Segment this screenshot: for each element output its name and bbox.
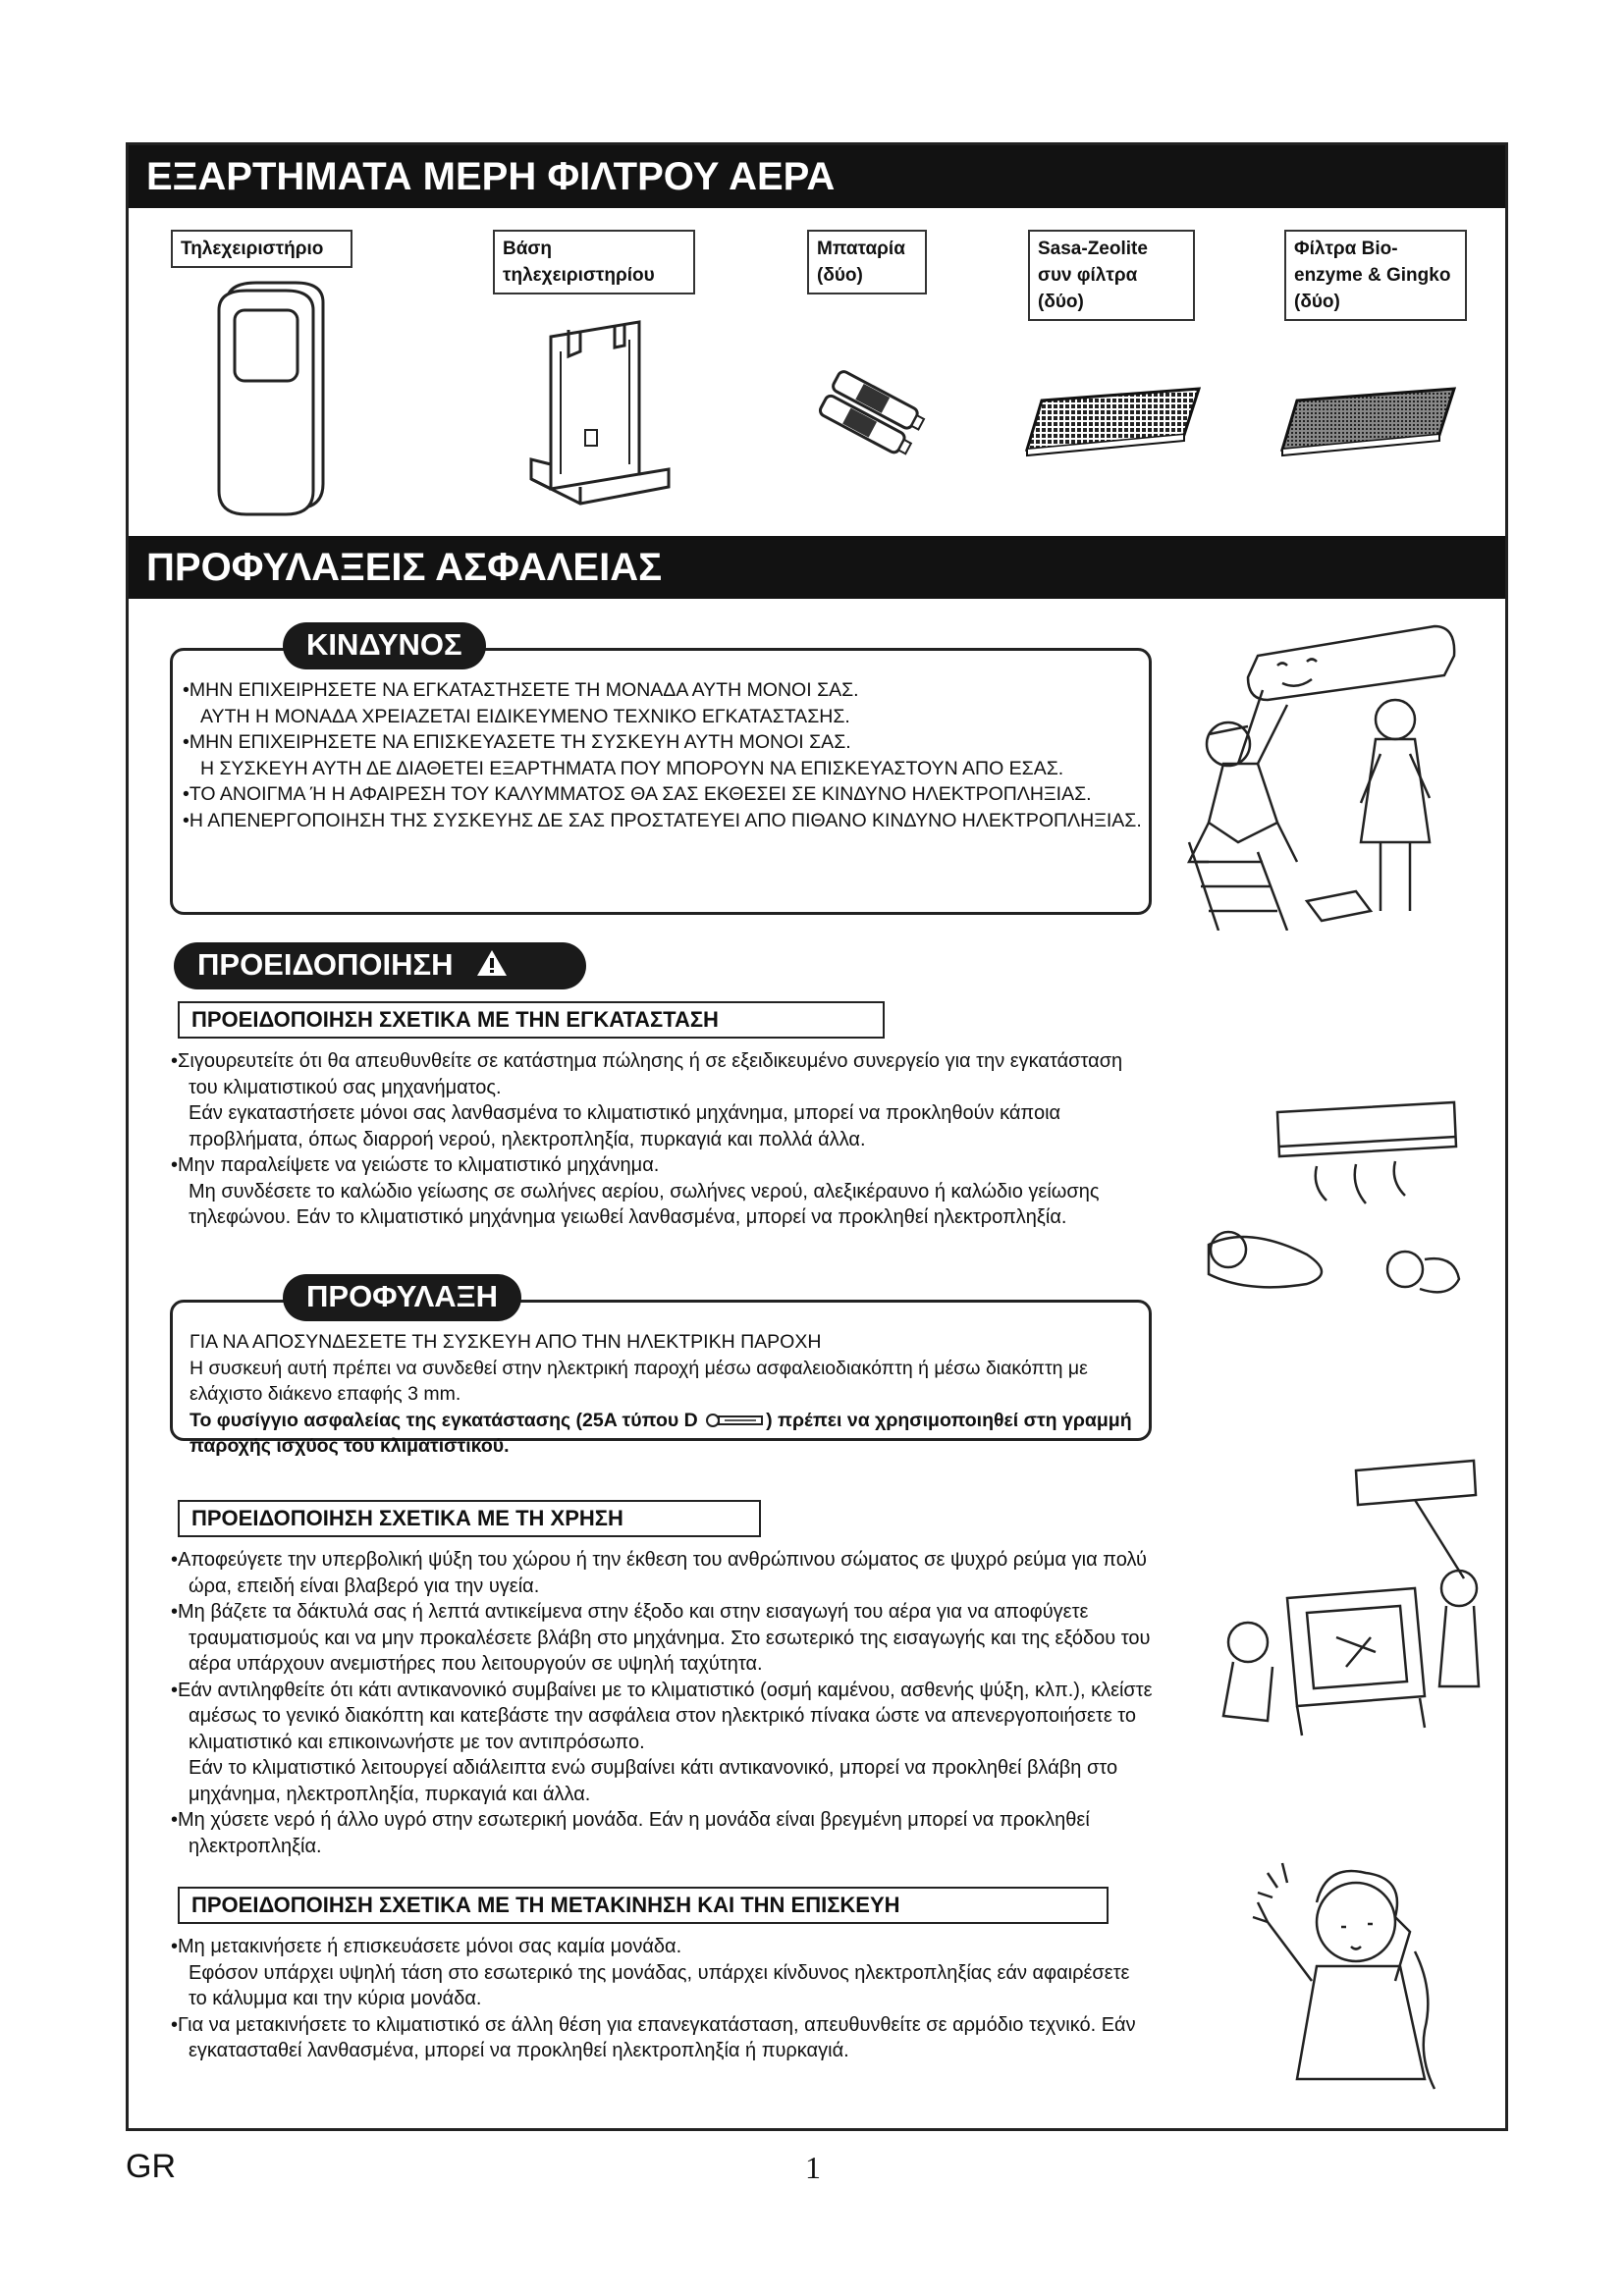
danger-text xyxy=(173,677,1145,833)
usage-item: •Εάν αντιληφθείτε ότι κάτι αντικανονικό συμβαίνει με το κλιματιστικό (οσμή καμένου, ασθενής ψύξη, κλπ.), κλείστε αμέσως το γενικό διακόπτη και κατεβάστε την ασφάλεια στον ηλεκτρικό πίνακα ώστε να απενεργοποιήσετε το κλιματιστικό και επικοινωνήστε με τον αντιπρόσωπο. xyxy=(171,1679,1153,1753)
installation-item-detail: Μη συνδέσετε το καλώδιο γείωσης σε σωλήνες αερίου, σωλήνες νερού, αλεξικέραυνο ή καλώδιο γείωσης τηλεφώνου. Εάν το κλιματιστικό μηχάνημα γειωθεί λανθασμένα, μπορεί να προκληθεί ηλεκτροπληξία. xyxy=(189,1180,1100,1228)
usage-item: •Μη χύσετε νερό ή άλλο υγρό στην εσωτερική μονάδα. Εάν η μονάδα είναι βρεγμένη μπορεί να προκληθεί ηλεκτροπληξία. xyxy=(171,1809,1090,1857)
page-number: 1 xyxy=(805,2150,821,2185)
zeolite-filter-icon xyxy=(1012,381,1209,469)
warning-label-text: ΠΡΟΕΙΔΟΠΟΙΗΣΗ xyxy=(197,947,454,982)
installation-item: •Μην παραλείψετε να γειώστε το κλιματιστικό μηχάνημα. xyxy=(171,1154,660,1176)
caution-line1: ΓΙΑ ΝΑ ΑΠΟΣΥΝΔΕΣΕΤΕ ΤΗ ΣΥΣΚΕΥΗ ΑΠΟ ΤΗΝ ΗΛΕΚΤΡΙΚΗ ΠΑΡΟΧΗ xyxy=(189,1331,822,1353)
installation-heading: ΠΡΟΕΙΔΟΠΟΙΗΣΗ ΣΧΕΤΙΚΑ ΜΕ ΤΗΝ ΕΓΚΑΤΑΣΤΑΣΗ xyxy=(178,1001,885,1039)
caution-label: ΠΡΟΦΥΛΑΞΗ xyxy=(283,1274,521,1321)
danger-item: •Η ΑΠΕΝΕΡΓΟΠΟΙΗΣΗ ΤΗΣ ΣΥΣΚΕΥΗΣ ΔΕ ΣΑΣ ΠΡΟΣΤΑΤΕΥΕΙ ΑΠΟ ΠΙΘΑΝΟ ΚΙΝΔΥΝΟ ΗΛΕΚΤΡΟΠΛΗΞΙΑΣ. xyxy=(183,809,1142,831)
woman-phone-illustration xyxy=(1238,1834,1484,2099)
accessory-label-remote: Τηλεχειριστήριο xyxy=(171,230,352,268)
footer-language: GR xyxy=(126,2148,176,2185)
relocation-item-detail: Εφόσον υπάρχει υψηλή τάση στο εσωτερικό της μονάδας, υπάρχει κίνδυνος ηλεκτροπληξίας εάν αφαιρέσετε το κάλυμμα και την κύρια μονάδα. xyxy=(189,1961,1130,2009)
remote-control-icon xyxy=(188,273,354,518)
accessory-label-holder: Βάση τηλεχειριστηρίου xyxy=(493,230,695,294)
caution-bold: Το φυσίγγιο ασφαλείας της εγκατάστασης (25A τύπου D ) πρέπει να χρησιμοποιηθεί στη γραμμή παροχής ισχύος του κλιματιστικού. xyxy=(189,1409,1132,1457)
usage-text xyxy=(161,1547,1153,1859)
accessory-label-battery: Μπαταρία (δύο) xyxy=(807,230,927,294)
bio-enzyme-filter-icon xyxy=(1268,381,1464,469)
fuse-icon xyxy=(705,1413,764,1428)
relocation-text xyxy=(161,1934,1153,2064)
installation-text xyxy=(161,1048,1153,1231)
accessory-label-bio: Φίλτρα Bio-enzyme & Gingko (δύο) xyxy=(1284,230,1467,321)
sleeping-children-illustration xyxy=(1189,1088,1484,1313)
danger-item: •ΜΗΝ ΕΠΙΧΕΙΡΗΣΕΤΕ ΝΑ ΕΓΚΑΤΑΣΤΗΣΕΤΕ ΤΗ ΜΟΝΑΔΑ ΑΥΤΗ ΜΟΝΟΙ ΣΑΣ. xyxy=(183,679,859,701)
children-tv-illustration xyxy=(1189,1441,1493,1745)
safety-title: ΠΡΟΦΥΛΑΞΕΙΣ ΑΣΦΑΛΕΙΑΣ xyxy=(129,536,1505,599)
danger-item-detail: ΑΥΤΗ Η ΜΟΝΑΔΑ ΧΡΕΙΑΖΕΤΑΙ ΕΙΔΙΚΕΥΜΕΝΟ ΤΕΧΝΙΚΟ ΕΓΚΑΤΑΣΤΑΣΗΣ. xyxy=(200,705,850,727)
usage-item: •Αποφεύγετε την υπερβολική ψύξη του χώρου ή την έκθεση του ανθρώπινου σώματος σε ψυχρό ρεύμα για πολύ ώρα, επειδή είναι βλαβερό για την υγεία. xyxy=(171,1549,1147,1597)
accessories-title: ΕΞΑΡΤΗΜΑΤΑ ΜΕΡΗ ΦΙΛΤΡΟΥ ΑΕΡΑ xyxy=(129,145,1505,208)
battery-icon xyxy=(806,361,944,469)
technician-ladder-illustration xyxy=(1150,616,1503,931)
page-frame xyxy=(126,142,1508,2131)
accessory-label-zeolite: Sasa-Zeolite συν φίλτρα (δύο) xyxy=(1028,230,1195,321)
usage-heading: ΠΡΟΕΙΔΟΠΟΙΗΣΗ ΣΧΕΤΙΚΑ ΜΕ ΤΗ ΧΡΗΣΗ xyxy=(178,1500,761,1537)
relocation-heading: ΠΡΟΕΙΔΟΠΟΙΗΣΗ ΣΧΕΤΙΚΑ ΜΕ ΤΗ ΜΕΤΑΚΙΝΗΣΗ ΚΑΙ ΤΗΝ ΕΠΙΣΚΕΥΗ xyxy=(178,1887,1109,1924)
warning-triangle-icon xyxy=(475,948,509,978)
relocation-item: •Μη μετακινήσετε ή επισκευάσετε μόνοι σας καμία μονάδα. xyxy=(171,1936,682,1957)
danger-item: •ΜΗΝ ΕΠΙΧΕΙΡΗΣΕΤΕ ΝΑ ΕΠΙΣΚΕΥΑΣΕΤΕ ΤΗ ΣΥΣΚΕΥΗ ΑΥΤΗ ΜΟΝΟΙ ΣΑΣ. xyxy=(183,731,851,753)
danger-item: •ΤΟ ΑΝΟΙΓΜΑ Ή Η ΑΦΑΙΡΕΣΗ ΤΟΥ ΚΑΛΥΜΜΑΤΟΣ ΘΑ ΣΑΣ ΕΚΘΕΣΕΙ ΣΕ ΚΙΝΔΥΝΟ ΗΛΕΚΤΡΟΠΛΗΞΙΑΣ. xyxy=(183,783,1092,805)
caution-line2: Η συσκευή αυτή πρέπει να συνδεθεί στην ηλεκτρική παροχή μέσω ασφαλειοδιακόπτη ή μέσω διακόπτη με ελάχιστο διάκενο επαφής 3 mm. xyxy=(189,1357,1088,1405)
installation-item: •Σιγουρευτείτε ότι θα απευθυνθείτε σε κατάστημα πώλησης ή σε εξειδικευμένο συνεργείο για την εγκατάσταση του κλιματιστικού σας μηχανήματος. xyxy=(171,1050,1123,1098)
installation-item-detail: Εάν εγκαταστήσετε μόνοι σας λανθασμένα το κλιματιστικό μηχάνημα, μπορεί να προκληθούν κάποια προβλήματα, όπως διαρροή νερού, ηλεκτροπληξία, πυρκαγιά και πολλά άλλα. xyxy=(189,1102,1061,1150)
relocation-item: •Για να μετακινήσετε το κλιματιστικό σε άλλη θέση για επανεγκατάσταση, απευθυνθείτε σε αρμόδιο τεχνικό. Εάν εγκατασταθεί λανθασμένα, μπορεί να προκληθεί ηλεκτροπληξία ή πυρκαγιά. xyxy=(171,2013,1136,2061)
usage-item: •Μη βάζετε τα δάκτυλά σας ή λεπτά αντικείμενα στην έξοδο και στην εισαγωγή του αέρα για να αποφύγετε τραυματισμούς και να μην προκαλέσετε βλάβη στο μηχάνημα. Στο εσωτερικό της εισαγωγής και της εξόδου του αέρα υπάρχουν ανεμιστήρες που λειτουργούν σε υψηλή ταχύτητα. xyxy=(171,1601,1151,1675)
warning-label xyxy=(174,942,586,989)
danger-label: ΚΙΝΔΥΝΟΣ xyxy=(283,622,486,669)
usage-item-detail: Εάν το κλιματιστικό λειτουργεί αδιάλειπτα ενώ συμβαίνει κάτι αντικανονικό, μπορεί να προκληθεί βλάβη στο μηχάνημα, ηλεκτροπληξία, πυρκαγιά και άλλα. xyxy=(189,1757,1118,1805)
remote-holder-icon xyxy=(521,312,688,518)
caution-text xyxy=(189,1329,1142,1460)
danger-item-detail: Η ΣΥΣΚΕΥΗ ΑΥΤΗ ΔΕ ΔΙΑΘΕΤΕΙ ΕΞΑΡΤΗΜΑΤΑ ΠΟΥ ΜΠΟΡΟΥΝ ΝΑ ΕΠΙΣΚΕΥΑΣΤΟΥΝ ΑΠΟ ΕΣΑΣ. xyxy=(200,757,1064,779)
